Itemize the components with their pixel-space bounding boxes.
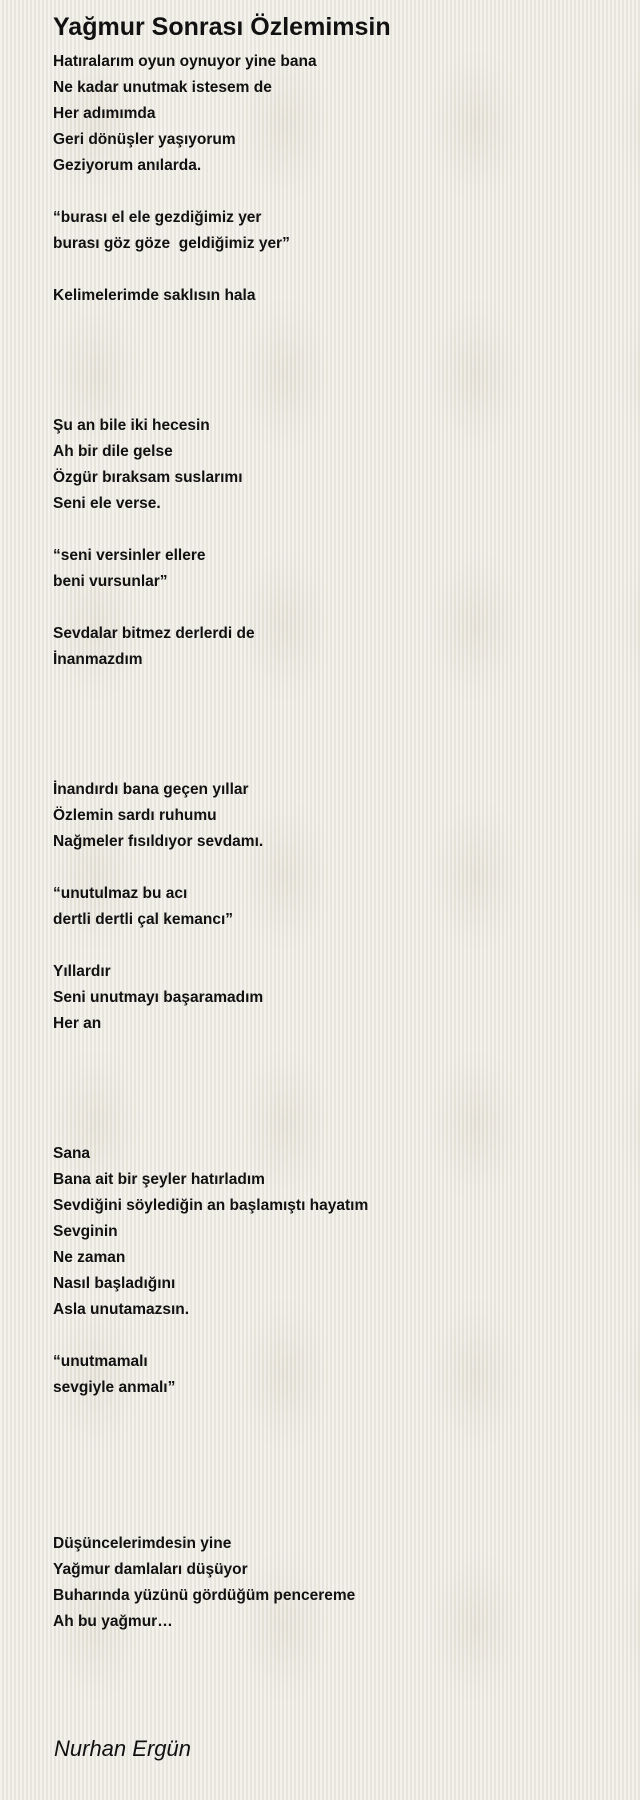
poem-line: sevgiyle anmalı” [53, 1379, 176, 1396]
poem-line: İnandırdı bana geçen yıllar [53, 781, 249, 798]
stanza-break [53, 1323, 613, 1349]
stanza-break [53, 699, 613, 725]
poem-line: “burası el ele gezdiğimiz yer [53, 209, 262, 226]
poem-line: Seni ele verse. [53, 495, 161, 512]
stanza-break [53, 595, 613, 621]
poem-line: Düşüncelerimdesin yine [53, 1535, 232, 1552]
stanza-break [53, 1479, 613, 1505]
poem-line: Ah bu yağmur… [53, 1613, 173, 1630]
stanza-break [53, 933, 613, 959]
poem-line: dertli dertli çal kemancı” [53, 911, 234, 928]
poem-line: “seni versinler ellere [53, 547, 206, 564]
poem-line: Nağmeler fısıldıyor sevdamı. [53, 833, 264, 850]
poem-line: Her an [53, 1015, 102, 1032]
stanza-break [53, 517, 613, 543]
stanza-break [53, 1505, 613, 1531]
stanza-break [53, 1115, 613, 1141]
poem-line: “unutulmaz bu acı [53, 885, 188, 902]
stanza-break [53, 361, 613, 387]
stanza-break [53, 179, 613, 205]
poem-line: Yağmur damlaları düşüyor [53, 1561, 248, 1578]
stanza-break [53, 1037, 613, 1063]
poem-line: Ne zaman [53, 1249, 126, 1266]
poem-line: Her adımımda [53, 105, 156, 122]
poem-line: Yıllardır [53, 963, 111, 980]
poem-line: Buharında yüzünü gördüğüm pencereme [53, 1587, 356, 1604]
poem-line: Nasıl başladığını [53, 1275, 176, 1292]
stanza-break [53, 751, 613, 777]
poem-line: Sevginin [53, 1223, 118, 1240]
stanza-break [53, 1063, 613, 1089]
stanza-break [53, 335, 613, 361]
poem-line: Geri dönüşler yaşıyorum [53, 131, 236, 148]
poem-line: Bana ait bir şeyler hatırladım [53, 1171, 265, 1188]
poem-line: Özgür bıraksam suslarımı [53, 469, 243, 486]
poem-line: Seni unutmayı başaramadım [53, 989, 264, 1006]
poem-line: Sevdalar bitmez derlerdi de [53, 625, 255, 642]
poem-line: Şu an bile iki hecesin [53, 417, 210, 434]
poem-line: Ne kadar unutmak istesem de [53, 79, 272, 96]
stanza-break [53, 257, 613, 283]
poem-line: Sevdiğini söylediğin an başlamıştı hayatım [53, 1197, 369, 1214]
poem-line: İnanmazdım [53, 651, 143, 668]
poem-line: Kelimelerimde saklısın hala [53, 287, 256, 304]
poem-line: Sana [53, 1145, 91, 1162]
stanza-break [53, 1089, 613, 1115]
poem-line: Hatıralarım oyun oynuyor yine bana [53, 53, 317, 70]
poem-container [53, 10, 613, 1635]
stanza-break [53, 855, 613, 881]
poem-title: Yağmur Sonrası Özlemimsin [53, 13, 391, 41]
stanza-break [53, 1453, 613, 1479]
stanza-break [53, 725, 613, 751]
poem-author: Nurhan Ergün [54, 1736, 191, 1761]
stanza-break [53, 1427, 613, 1453]
poem-line: Asla unutamazsın. [53, 1301, 190, 1318]
poem-line: “unutmamalı [53, 1353, 148, 1370]
poem-line: beni vursunlar” [53, 573, 168, 590]
stanza-break [53, 387, 613, 413]
poem-line: Özlemin sardı ruhumu [53, 807, 217, 824]
stanza-break [53, 673, 613, 699]
stanza-break [53, 1401, 613, 1427]
stanza-break [53, 309, 613, 335]
poem-line: burası göz göze geldiğimiz yer” [53, 235, 290, 252]
poem-body [53, 49, 613, 1635]
poem-line: Ah bir dile gelse [53, 443, 173, 460]
poem-line: Geziyorum anılarda. [53, 157, 202, 174]
